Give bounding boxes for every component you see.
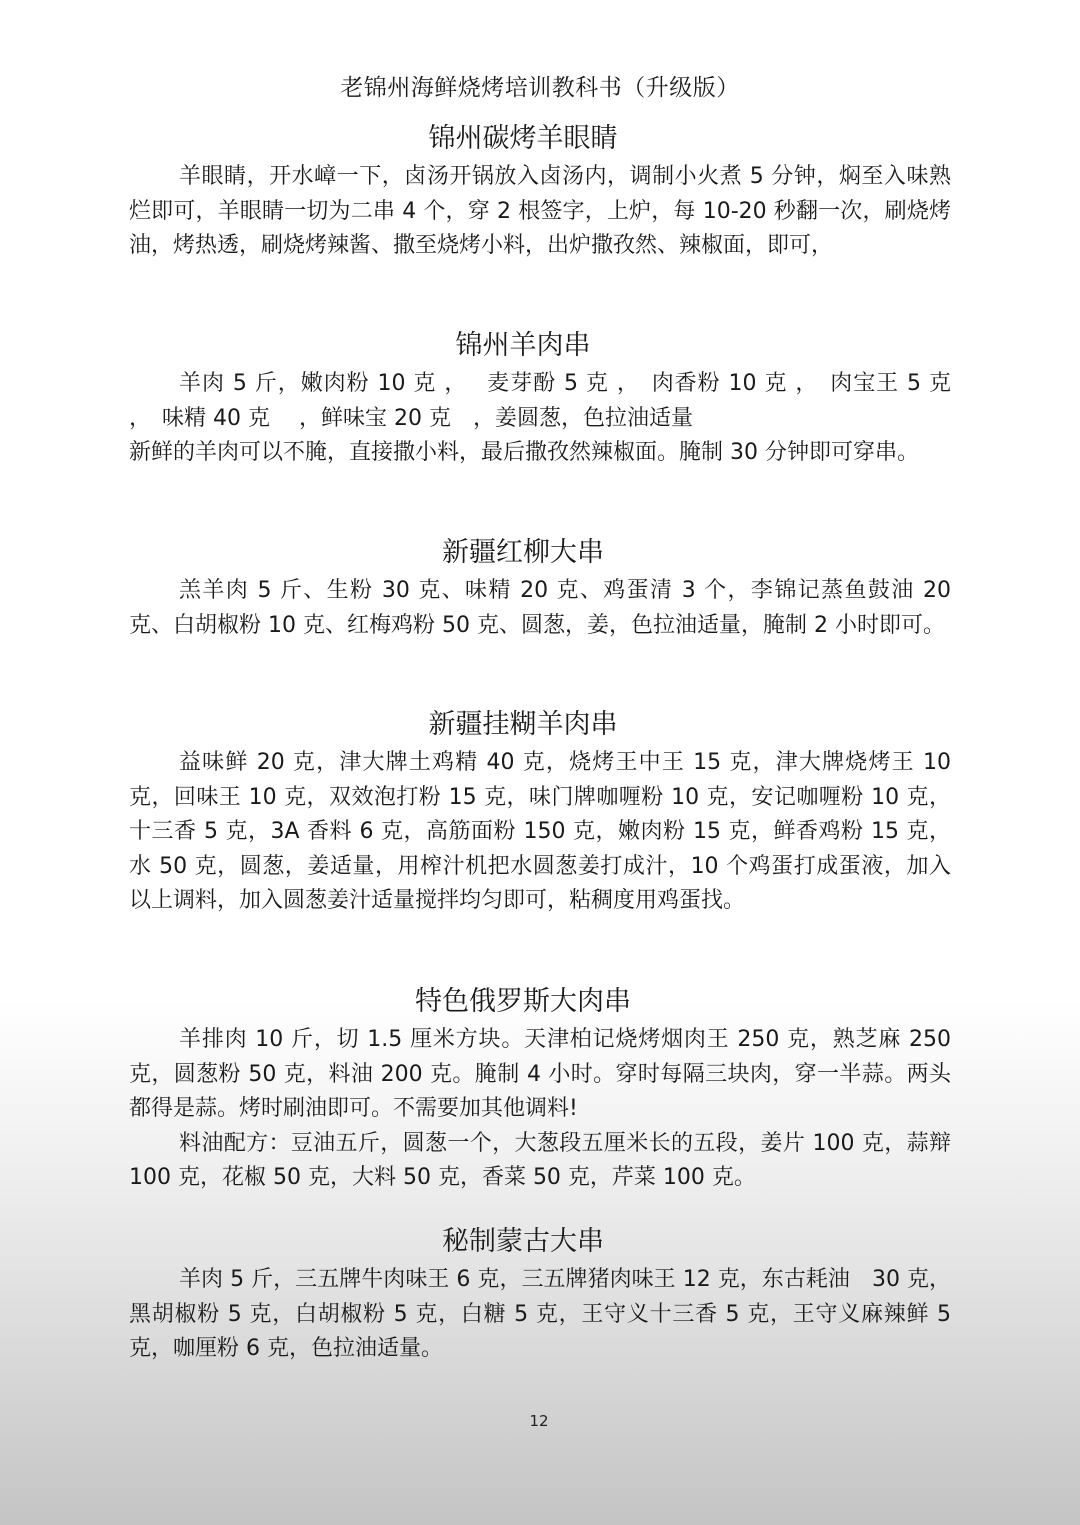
recipe-paragraph: 益味鲜 20 克，津大牌土鸡精 40 克，烧烤王中王 15 克，津大牌烧烤王 10 克，回味王 10 克，双效泡打粉 15 克，味门牌咖喱粉 10 克，安记咖喱粉 10 克，十三香 5 克，3A 香料 6 克，高筋面粉 150 克，嫩肉粉 15 克，鲜香鸡粉 15 克，水 50 克，圆葱，姜适量，用榨汁机把水圆葱姜打成汁，10 个鸡蛋打成蛋液，加入以上调料，加入圆葱姜汁适量搅拌均匀即可，粘稠度用鸡蛋找。 <box>129 750 951 913</box>
recipe-heading: 特色俄罗斯大肉串 <box>415 986 631 1017</box>
recipe-heading: 新疆挂糊羊肉串 <box>428 709 618 740</box>
recipe-paragraph: 羊肉 5 斤，三五牌牛肉味王 6 克，三五牌猪肉味王 12 克，东古耗油 30 克，黑胡椒粉 5 克，白胡椒粉 5 克，白糖 5 克，王守义十三香 5 克，王守义麻辣鲜 5 克，咖厘粉 6 克，色拉油适量。 <box>129 1267 951 1361</box>
recipe-heading: 秘制蒙古大串 <box>442 1226 604 1257</box>
recipe-paragraph: 羊排肉 10 斤，切 1.5 厘米方块。天津柏记烧烤烟肉王 250 克，熟芝麻 250 克，圆葱粉 50 克，料油 200 克。腌制 4 小时。穿时每隔三块肉，穿一半蒜。两头都得是蒜。烤时刷油即可。不需要加其他调料! <box>129 1027 951 1121</box>
recipe-paragraph: 料油配方：豆油五斤，圆葱一个，大葱段五厘米长的五段，姜片 100 克，蒜辩 100 克，花椒 50 克，大料 50 克，香菜 50 克，芹菜 100 克。 <box>129 1130 951 1190</box>
recipe-section-xinjiang-battered <box>129 704 951 919</box>
recipe-paragraph: 新鲜的羊肉可以不腌，直接撒小料，最后撒孜然辣椒面。腌制 30 分钟即可穿串。 <box>129 440 919 465</box>
recipe-paragraph: 羊肉 5 斤，嫩肉粉 10 克 ， 麦芽酚 5 克 ， 肉香粉 10 克 ， 肉宝王 5 克 ， 味精 40 克 ，鲜味宝 20 克 ，姜圆葱，色拉油适量 <box>129 371 980 431</box>
recipe-heading: 锦州羊肉串 <box>455 330 591 361</box>
recipe-section-mongolian-skewers <box>129 1221 951 1367</box>
recipe-heading: 新疆红柳大串 <box>442 537 604 568</box>
recipe-section-russian-skewers <box>129 981 951 1196</box>
recipe-paragraph: 羊眼睛，开水嶂一下，卤汤开锅放入卤汤内，调制小火煮 5 分钟，焖至入味熟烂即可，羊眼睛一切为二串 4 个，穿 2 根签字，上炉，每 10-20 秒翻一次，刷烧烤油，烤热透，刷烧烤辣酱、撒至烧烤小料，出炉撒孜然、辣椒面，即可， <box>129 164 951 258</box>
recipe-section-lamb-eyes <box>129 118 951 264</box>
document-title: 老锦州海鲜烧烤培训教科书（升级版） <box>340 75 740 101</box>
recipe-section-xinjiang-red-willow <box>129 532 951 643</box>
recipe-paragraph: 羔羊肉 5 斤、生粉 30 克、味精 20 克、鸡蛋清 3 个，李锦记蒸鱼鼓油 20 克、白胡椒粉 10 克、红梅鸡粉 50 克、圆葱，姜，色拉油适量，腌制 2 小时即可。 <box>129 578 951 638</box>
recipe-heading: 锦州碳烤羊眼睛 <box>428 123 618 154</box>
recipe-section-lamb-skewers <box>129 325 980 471</box>
page-number: 12 <box>529 1412 549 1430</box>
